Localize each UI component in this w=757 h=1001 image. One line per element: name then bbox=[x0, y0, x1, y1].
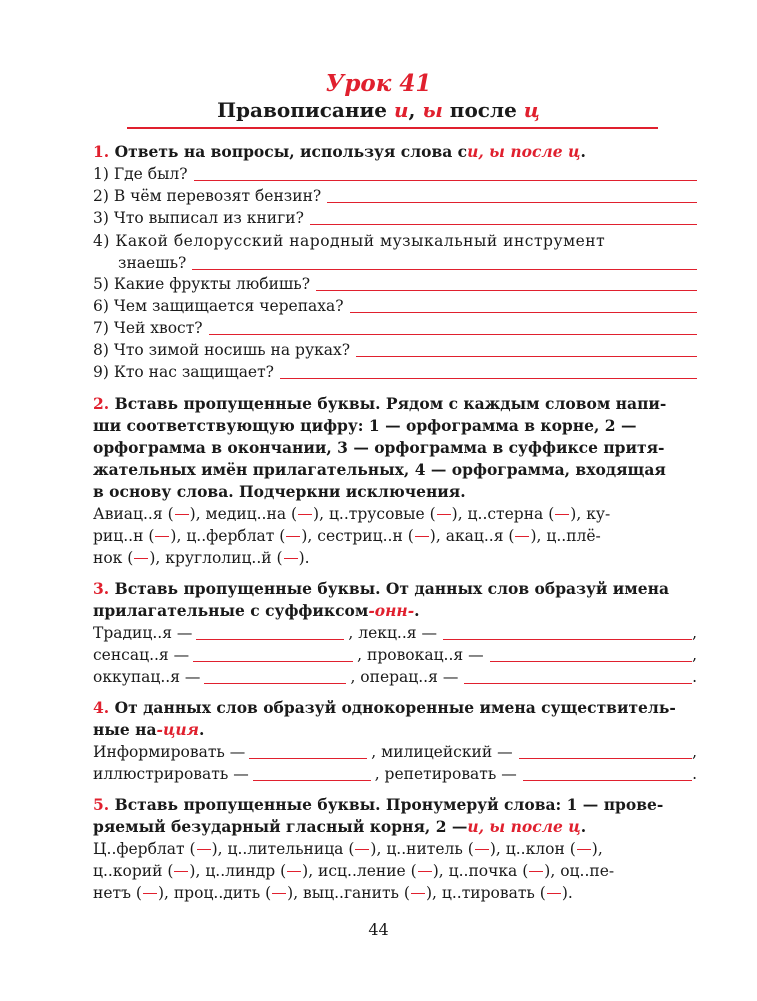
answer-blank[interactable] bbox=[418, 857, 432, 872]
answer-line[interactable] bbox=[316, 276, 697, 291]
ex4-row: иллюстрировать — , репетировать — . bbox=[93, 765, 697, 783]
ex5-words: нетъ ( ), проц..дить ( ), выц..ганить ( ), ц..тировать ( ). bbox=[93, 882, 697, 904]
answer-line[interactable] bbox=[280, 364, 697, 379]
lesson-title: Урок 41 bbox=[325, 70, 432, 97]
ex4-task-line: 4. От данных слов образуй однокоренные имена существитель- bbox=[93, 698, 676, 717]
ex3-row: оккупац..я — , операц..я — . bbox=[93, 668, 697, 686]
ex4-task-line: ные на -ция . bbox=[93, 720, 205, 739]
ex2-task-line: в основу слова. Подчеркни исключения. bbox=[93, 482, 466, 501]
answer-blank[interactable] bbox=[490, 647, 692, 662]
answer-blank[interactable] bbox=[464, 669, 692, 684]
answer-blank[interactable] bbox=[355, 835, 369, 850]
ex5-task-line: ряемый безударный гласный корня, 2 — и, ы после ц . bbox=[93, 817, 587, 836]
ex1-q4b: знаешь? bbox=[118, 252, 697, 274]
answer-blank[interactable] bbox=[519, 744, 692, 759]
ex5-task-line: 5. Вставь пропущенные буквы. Пронумеруй слова: 1 — прове- bbox=[93, 795, 664, 814]
ex1-q2: 2) В чём перевозят бензин? bbox=[93, 185, 697, 207]
answer-blank[interactable] bbox=[155, 522, 169, 537]
answer-blank[interactable] bbox=[134, 544, 148, 559]
answer-blank[interactable] bbox=[437, 500, 451, 515]
answer-blank[interactable] bbox=[547, 879, 561, 894]
ex2-task-line: ши соответствующую цифру: 1 — орфограмма в корне, 2 — bbox=[93, 416, 637, 435]
answer-blank[interactable] bbox=[193, 647, 353, 662]
ex1-q6: 6) Чем защищается черепаха? bbox=[93, 295, 697, 317]
answer-blank[interactable] bbox=[196, 625, 344, 640]
ex3-row: сенсац..я — , провокац..я — , bbox=[93, 646, 697, 664]
ex2-words: Авиац..я ( ), медиц..на ( ), ц..трусовые ( ), ц..стерна ( ), ку- bbox=[93, 503, 697, 525]
ex5-words: Ц..ферблат ( ), ц..лительница ( ), ц..нитель ( ), ц..клон ( ), bbox=[93, 838, 697, 860]
answer-blank[interactable] bbox=[515, 522, 529, 537]
ex1-task: 1. Ответь на вопросы, используя слова с и, ы после ц . bbox=[93, 142, 586, 161]
ex3-task-line: 3. Вставь пропущенные буквы. От данных слов образуй имена bbox=[93, 579, 670, 598]
title-underline bbox=[127, 127, 658, 129]
answer-blank[interactable] bbox=[555, 500, 569, 515]
answer-blank[interactable] bbox=[272, 879, 286, 894]
answer-blank[interactable] bbox=[174, 857, 188, 872]
answer-line[interactable] bbox=[350, 298, 697, 313]
answer-line[interactable] bbox=[356, 342, 697, 357]
answer-line[interactable] bbox=[192, 255, 697, 270]
answer-line[interactable] bbox=[209, 320, 697, 335]
answer-blank[interactable] bbox=[253, 766, 371, 781]
ex1-q8: 8) Что зимой носишь на руках? bbox=[93, 339, 697, 361]
answer-blank[interactable] bbox=[287, 857, 301, 872]
answer-blank[interactable] bbox=[475, 835, 489, 850]
page-number: 44 bbox=[368, 920, 389, 939]
answer-blank[interactable] bbox=[197, 835, 211, 850]
ex1-q1: 1) Где был? bbox=[93, 163, 697, 185]
answer-blank[interactable] bbox=[175, 500, 189, 515]
ex1-q3: 3) Что выписал из книги? bbox=[93, 207, 697, 229]
ex1-q7: 7) Чей хвост? bbox=[93, 317, 697, 339]
ex3-task-line: прилагательные с суффиксом -онн- . bbox=[93, 601, 420, 620]
answer-line[interactable] bbox=[327, 188, 697, 203]
answer-blank[interactable] bbox=[523, 766, 692, 781]
ex2-words: нок ( ), круглолиц..й ( ). bbox=[93, 547, 697, 569]
answer-blank[interactable] bbox=[286, 522, 300, 537]
ex3-row: Традиц..я — , лекц..я — , bbox=[93, 624, 697, 642]
ex2-task-line: орфограмма в окончании, 3 — орфограмма в суффиксе притя- bbox=[93, 438, 665, 457]
answer-blank[interactable] bbox=[577, 835, 591, 850]
answer-line[interactable] bbox=[194, 166, 697, 181]
ex4-row: Информировать — , милицейский — , bbox=[93, 743, 697, 761]
ex1-q9: 9) Кто нас защищает? bbox=[93, 361, 697, 383]
ex2-words: риц..н ( ), ц..ферблат ( ), сестриц..н ( ), акац..я ( ), ц..плё- bbox=[93, 525, 697, 547]
ex5-words: ц..корий ( ), ц..линдр ( ), исц..ление ( ), ц..почка ( ), оц..пе- bbox=[93, 860, 697, 882]
answer-line[interactable] bbox=[310, 210, 697, 225]
ex2-task-line: жательных имён прилагательных, 4 — орфограмма, входящая bbox=[93, 460, 666, 479]
ex2-task-line: 2. Вставь пропущенные буквы. Рядом с каждым словом напи- bbox=[93, 394, 667, 413]
answer-blank[interactable] bbox=[143, 879, 157, 894]
answer-blank[interactable] bbox=[411, 879, 425, 894]
answer-blank[interactable] bbox=[204, 669, 346, 684]
answer-blank[interactable] bbox=[415, 522, 429, 537]
answer-blank[interactable] bbox=[298, 500, 312, 515]
answer-blank[interactable] bbox=[529, 857, 543, 872]
ex1-q5: 5) Какие фрукты любишь? bbox=[93, 273, 697, 295]
answer-blank[interactable] bbox=[284, 544, 298, 559]
ex1-q4a: 4) Какой белорусский народный музыкальный инструмент bbox=[93, 232, 606, 250]
lesson-subtitle: Правописание и, ы после ц bbox=[217, 98, 540, 122]
answer-blank[interactable] bbox=[249, 744, 367, 759]
answer-blank[interactable] bbox=[443, 625, 692, 640]
